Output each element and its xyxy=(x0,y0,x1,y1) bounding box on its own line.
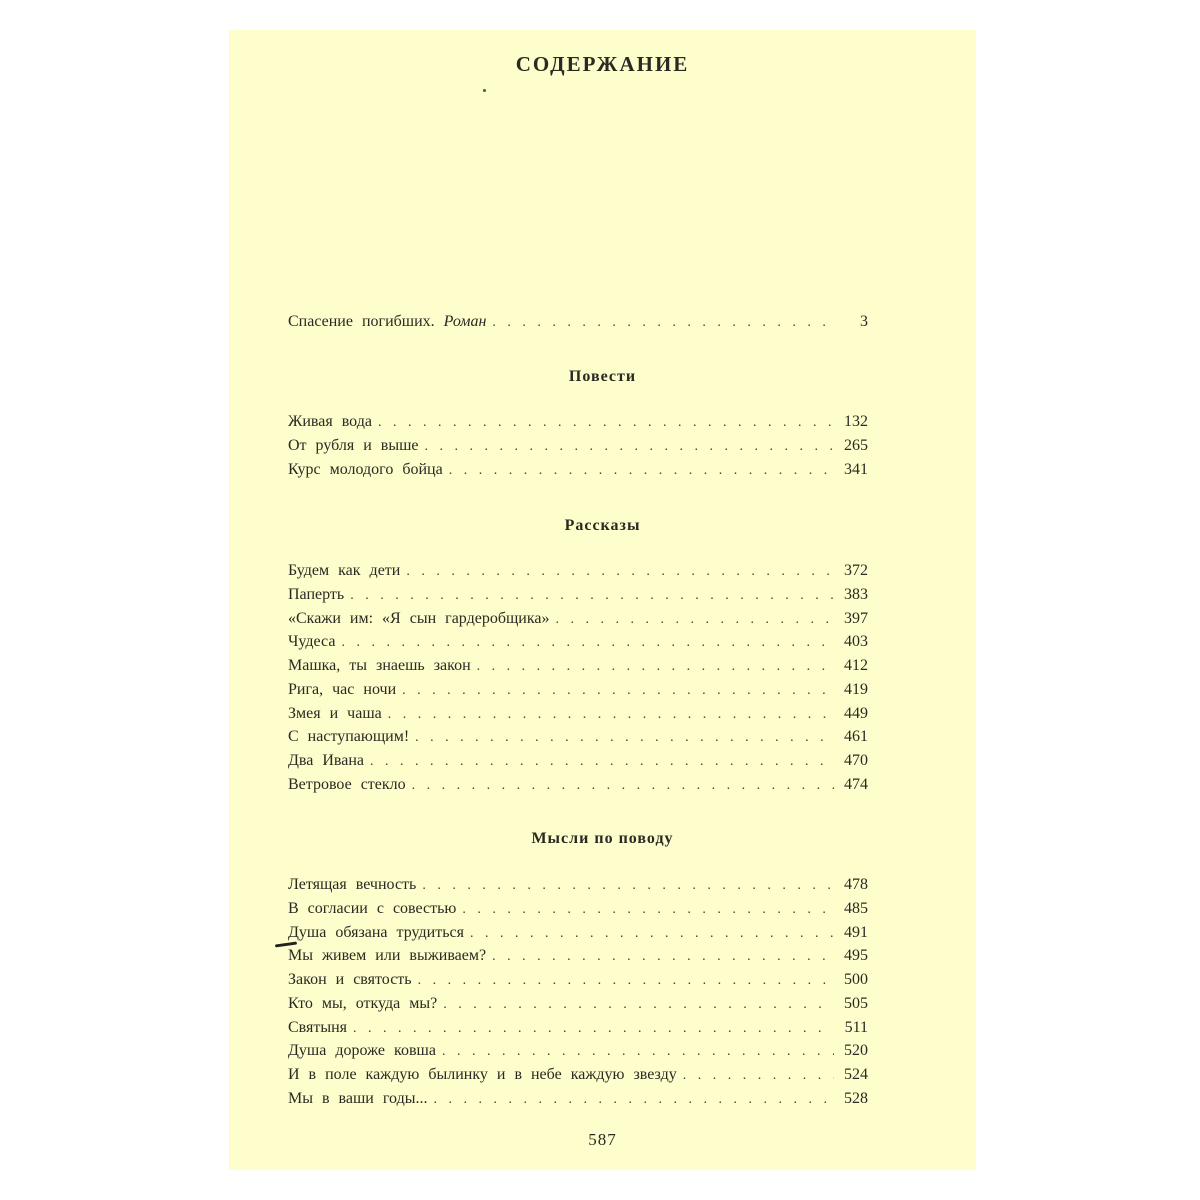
leader-dots xyxy=(415,730,834,746)
leader-dots xyxy=(433,1092,834,1108)
toc-entry-title: Закон и святость xyxy=(288,971,412,988)
toc-entry-title: Чудеса xyxy=(288,633,336,650)
toc-entry-page: 3 xyxy=(860,313,868,330)
page-number: 587 xyxy=(588,1130,617,1149)
toc-entry-page: 265 xyxy=(844,437,868,454)
toc-entry-page: 341 xyxy=(844,461,868,478)
toc-entry-title: Паперть xyxy=(288,586,345,603)
toc-entry xyxy=(288,586,868,608)
toc-entry-page: 132 xyxy=(844,413,868,430)
leader-dots xyxy=(402,683,834,699)
toc-entry xyxy=(288,413,868,435)
toc-entry xyxy=(288,562,868,584)
leader-dots xyxy=(425,439,835,455)
leader-dots xyxy=(492,949,834,965)
toc-entry-title: Душа дороже ковша xyxy=(288,1042,436,1059)
toc-entry-page: 372 xyxy=(844,562,868,579)
toc-entry-title: Ветровое стекло xyxy=(288,776,406,793)
toc-entry-title: Кто мы, откуда мы? xyxy=(288,995,438,1012)
toc-entry-page: 524 xyxy=(844,1066,868,1083)
toc-entry-page: 491 xyxy=(844,924,868,941)
toc-entry-title: Машка, ты знаешь закон xyxy=(288,657,471,674)
toc-entry-page: 511 xyxy=(844,1019,868,1036)
toc-entry-title: Душа обязана трудиться xyxy=(288,924,464,941)
toc-entry xyxy=(288,437,868,459)
toc-entry xyxy=(288,657,868,679)
leader-dots xyxy=(477,659,834,675)
toc-entry-page: 478 xyxy=(844,876,868,893)
toc-entry xyxy=(288,1042,868,1064)
toc-entry xyxy=(288,752,868,774)
leader-dots xyxy=(683,1068,834,1084)
section-title-povesti: Повести xyxy=(568,368,637,385)
toc-entry-page: 470 xyxy=(844,752,868,769)
toc-entry-page: 412 xyxy=(844,657,868,674)
leader-dots xyxy=(470,926,834,942)
toc-entry-page: 485 xyxy=(844,900,868,917)
toc-entry xyxy=(288,633,868,655)
book-page xyxy=(229,30,976,1170)
toc-entry-page: 495 xyxy=(844,947,868,964)
leader-dots xyxy=(462,902,834,918)
leader-dots xyxy=(406,564,834,580)
print-speck xyxy=(483,89,486,92)
leader-dots xyxy=(418,973,834,989)
section-title-rasskazy: Рассказы xyxy=(564,517,641,534)
toc-entry xyxy=(288,1066,868,1088)
toc-entry-page: 449 xyxy=(844,705,868,722)
toc-entry-page: 383 xyxy=(844,586,868,603)
toc-entry-title: От рубля и выше xyxy=(288,437,419,454)
toc-entry-title: Курс молодого бойца xyxy=(288,461,443,478)
leader-dots xyxy=(370,754,834,770)
leader-dots xyxy=(412,778,834,794)
toc-entry-page: 528 xyxy=(844,1090,868,1107)
toc-entry xyxy=(288,705,868,727)
toc-entry-title: Мы живем или выживаем? xyxy=(288,947,487,964)
leader-dots xyxy=(341,635,834,651)
toc-entry-page: 474 xyxy=(844,776,868,793)
toc-entry xyxy=(288,900,868,922)
toc-entry-title: Летящая вечность xyxy=(288,876,417,893)
toc-entry xyxy=(288,728,868,750)
toc-entry xyxy=(288,461,868,483)
toc-entry-title xyxy=(288,313,492,331)
leader-dots xyxy=(442,1044,834,1060)
leader-dots xyxy=(350,588,834,604)
toc-entry xyxy=(288,924,868,946)
toc-entry-title: Мы в ваши годы... xyxy=(288,1090,428,1107)
toc-entry-title: Рига, час ночи xyxy=(288,681,397,698)
toc-entry-title: Змея и чаша xyxy=(288,705,382,722)
page-title: СОДЕРЖАНИЕ xyxy=(515,52,690,76)
toc-entry-title: Святыня xyxy=(288,1019,348,1036)
toc-entry xyxy=(288,610,868,632)
toc-entry-title: Живая вода xyxy=(288,413,372,430)
leader-dots xyxy=(353,1021,834,1037)
toc-entry-title: «Скажи им: «Я сын гардеробщика» xyxy=(288,610,550,627)
toc-entry-page: 403 xyxy=(844,633,868,650)
novel-title: Спасение погибших. xyxy=(288,313,435,330)
toc-entry-title: В согласии с совестью xyxy=(288,900,457,917)
toc-entry-title: С наступающим! xyxy=(288,728,410,745)
toc-entry xyxy=(288,876,868,898)
toc-entry-novel xyxy=(288,313,868,335)
novel-genre: Роман xyxy=(443,313,487,330)
toc-entry xyxy=(288,776,868,798)
toc-entry-page: 397 xyxy=(844,610,868,627)
toc-entry xyxy=(288,1019,868,1041)
toc-entry-page: 419 xyxy=(844,681,868,698)
leader-dots xyxy=(388,707,834,723)
toc-entry-title: Два Ивана xyxy=(288,752,365,769)
leader-dots xyxy=(449,463,834,479)
toc-entry-title: Будем как дети xyxy=(288,562,401,579)
toc-entry xyxy=(288,971,868,993)
toc-entry xyxy=(288,995,868,1017)
toc-entry-page: 520 xyxy=(844,1042,868,1059)
leader-dots xyxy=(492,315,834,331)
leader-dots xyxy=(422,878,834,894)
section-title-mysli: Мысли по поводу xyxy=(531,830,674,847)
toc-entry xyxy=(288,681,868,703)
leader-dots xyxy=(556,612,835,628)
toc-entry-page: 505 xyxy=(844,995,868,1012)
toc-entry-page: 500 xyxy=(844,971,868,988)
toc-entry xyxy=(288,1090,868,1112)
toc-entry xyxy=(288,947,868,969)
toc-entry-title: И в поле каждую былинку и в небе каждую звезду xyxy=(288,1066,677,1083)
leader-dots xyxy=(443,997,834,1013)
toc-entry-page: 461 xyxy=(844,728,868,745)
leader-dots xyxy=(378,415,834,431)
